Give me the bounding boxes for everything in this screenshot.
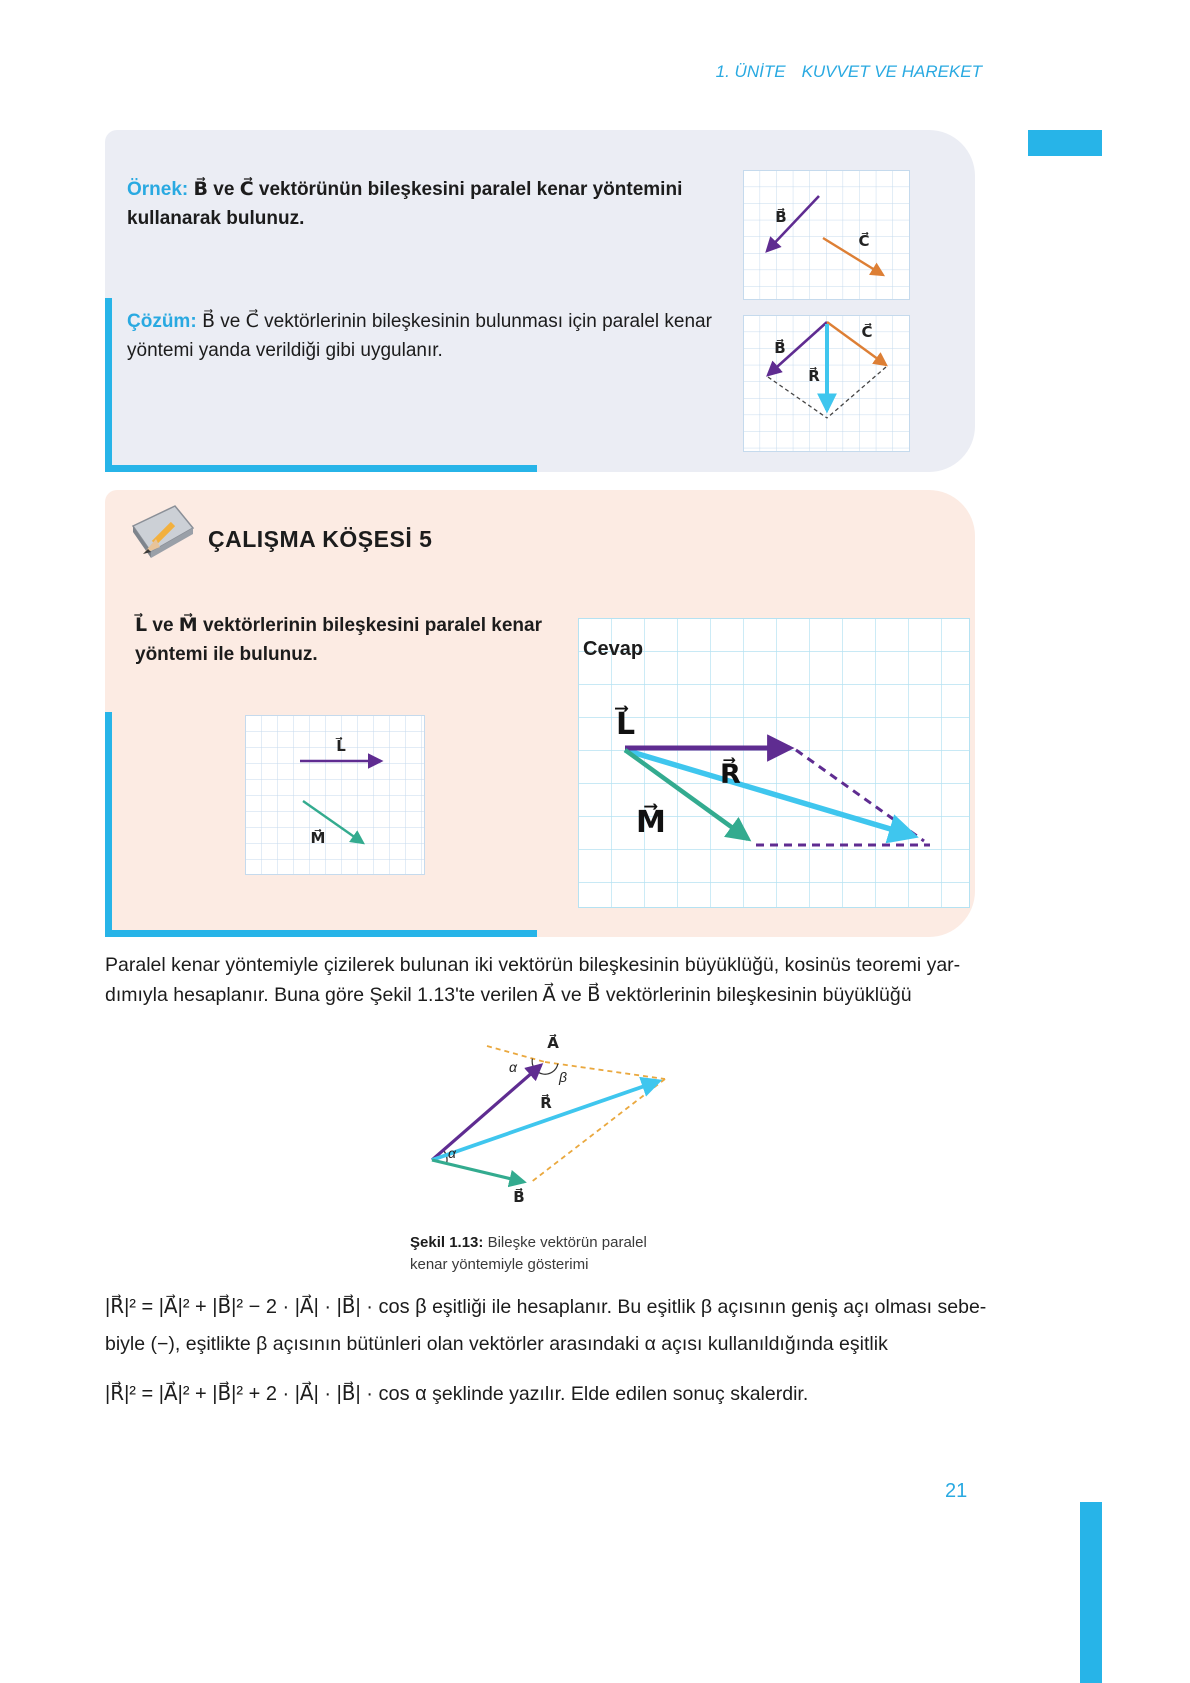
figure-caption-line2: kenar yöntemiyle gösterimi xyxy=(410,1255,589,1273)
header-unit: 1. ÜNİTE xyxy=(715,62,786,81)
formula-paragraph-2 xyxy=(105,1375,1115,1413)
side-tab xyxy=(1080,1502,1102,1683)
grid-lines xyxy=(245,715,425,875)
page-header xyxy=(716,62,982,82)
grid-lines xyxy=(743,170,910,300)
accent-bar-horizontal xyxy=(105,930,537,937)
example-text: B⃗ ve C⃗ vektörünün bileşkesini paralel kenar yöntemini kullanarak bulunuz. xyxy=(127,179,683,229)
worksheet-title: ÇALIŞMA KÖŞESİ 5 xyxy=(208,526,433,552)
body-paragraph-line1: Paralel kenar yöntemiyle çizilerek bulunan iki vektörün bileşkesinin büyüklüğü, kosinüs teoremi yar- xyxy=(105,954,961,976)
vector-b-label: B⃗ xyxy=(513,1189,525,1206)
corner-tab xyxy=(1028,130,1102,156)
answer-label: Cevap xyxy=(583,638,644,660)
formula-1-text: eşitliği ile hesaplanır. Bu eşitlik β açısının geniş açı olması sebe- xyxy=(432,1296,987,1318)
vector-b-label: B⃗ xyxy=(775,209,787,226)
solution-label: Çözüm: xyxy=(127,311,197,332)
accent-bar-horizontal xyxy=(105,465,537,472)
vector-c-label: C⃗ xyxy=(858,233,870,250)
angle-alpha-top-label: α xyxy=(509,1059,517,1075)
angle-arc-beta xyxy=(532,1059,558,1075)
worksheet-box xyxy=(105,490,975,937)
figure-caption-label: Şekil 1.13: xyxy=(410,1234,484,1251)
cosine-formula-plus: |R⃗|² = |A⃗|² + |B⃗|² + 2 · |A⃗| · |B⃗| · cos α xyxy=(105,1383,427,1405)
accent-bar-vertical xyxy=(105,298,112,472)
formula-2-text: şeklinde yazılır. Elde edilen sonuç skalerdir. xyxy=(432,1383,809,1405)
body-paragraph xyxy=(105,950,1110,1010)
vector-r-label: R⃗ xyxy=(720,759,741,789)
vector-l-label: L⃗ xyxy=(616,708,636,741)
vector-m-label: M⃗ xyxy=(310,830,326,847)
example-box xyxy=(105,130,975,472)
vector-l-label: L⃗ xyxy=(336,738,346,755)
solution-parallelogram-diagram xyxy=(743,315,910,452)
solution-statement xyxy=(127,308,767,365)
notepad-pencil-icon xyxy=(127,498,199,568)
vector-m-label: M⃗ xyxy=(636,806,666,839)
figure-caption-line1: Bileşke vektörün paralel xyxy=(487,1234,647,1251)
vector-c-label: C⃗ xyxy=(861,324,873,341)
accent-bar-vertical xyxy=(105,712,112,937)
vector-r xyxy=(432,1081,659,1160)
vector-r-label: R⃗ xyxy=(808,368,820,385)
angle-beta-label: β xyxy=(559,1069,567,1085)
answer-parallelogram-diagram xyxy=(578,618,970,908)
formula-paragraph-1 xyxy=(105,1288,1115,1363)
angle-alpha-origin-label: α xyxy=(448,1145,456,1161)
body-paragraph-line2: dımıyla hesaplanır. Buna göre Şekil 1.13'te verilen A⃗ ve B⃗ vektörlerinin bileşkesinin büyüklüğü xyxy=(105,984,912,1007)
vector-b-label: B⃗ xyxy=(774,340,786,357)
question-vectors-diagram xyxy=(245,715,425,875)
cosine-formula-minus: |R⃗|² = |A⃗|² + |B⃗|² − 2 · |A⃗| · |B⃗| · cos β xyxy=(105,1296,427,1318)
grid-lines xyxy=(578,618,970,908)
formula-1-text-continued: biyle (−), eşitlikte β açısının bütünleri olan vektörler arasındaki α açısı kullanıldığında eşitlik xyxy=(105,1333,888,1356)
vector-b xyxy=(432,1160,524,1182)
figure-caption xyxy=(410,1232,710,1276)
header-title: KUVVET VE HAREKET xyxy=(801,62,982,81)
vector-r-label: R⃗ xyxy=(540,1095,552,1112)
example-statement xyxy=(127,176,747,233)
vector-a-label: A⃗ xyxy=(547,1035,559,1052)
example-vectors-diagram xyxy=(743,170,910,300)
notepad-shape xyxy=(133,506,193,552)
example-label: Örnek: xyxy=(127,179,189,200)
page-number: 21 xyxy=(945,1480,968,1502)
figure-1-13 xyxy=(395,1028,695,1218)
worksheet-question: L⃗ ve M⃗ vektörlerinin bileşkesini paralel kenar yöntemi ile bulunuz. xyxy=(135,615,542,665)
solution-text: B⃗ ve C⃗ vektörlerinin bileşkesinin bulunması için paralel kenar yöntemi yanda verildiği gibi uygulanır. xyxy=(127,311,712,361)
